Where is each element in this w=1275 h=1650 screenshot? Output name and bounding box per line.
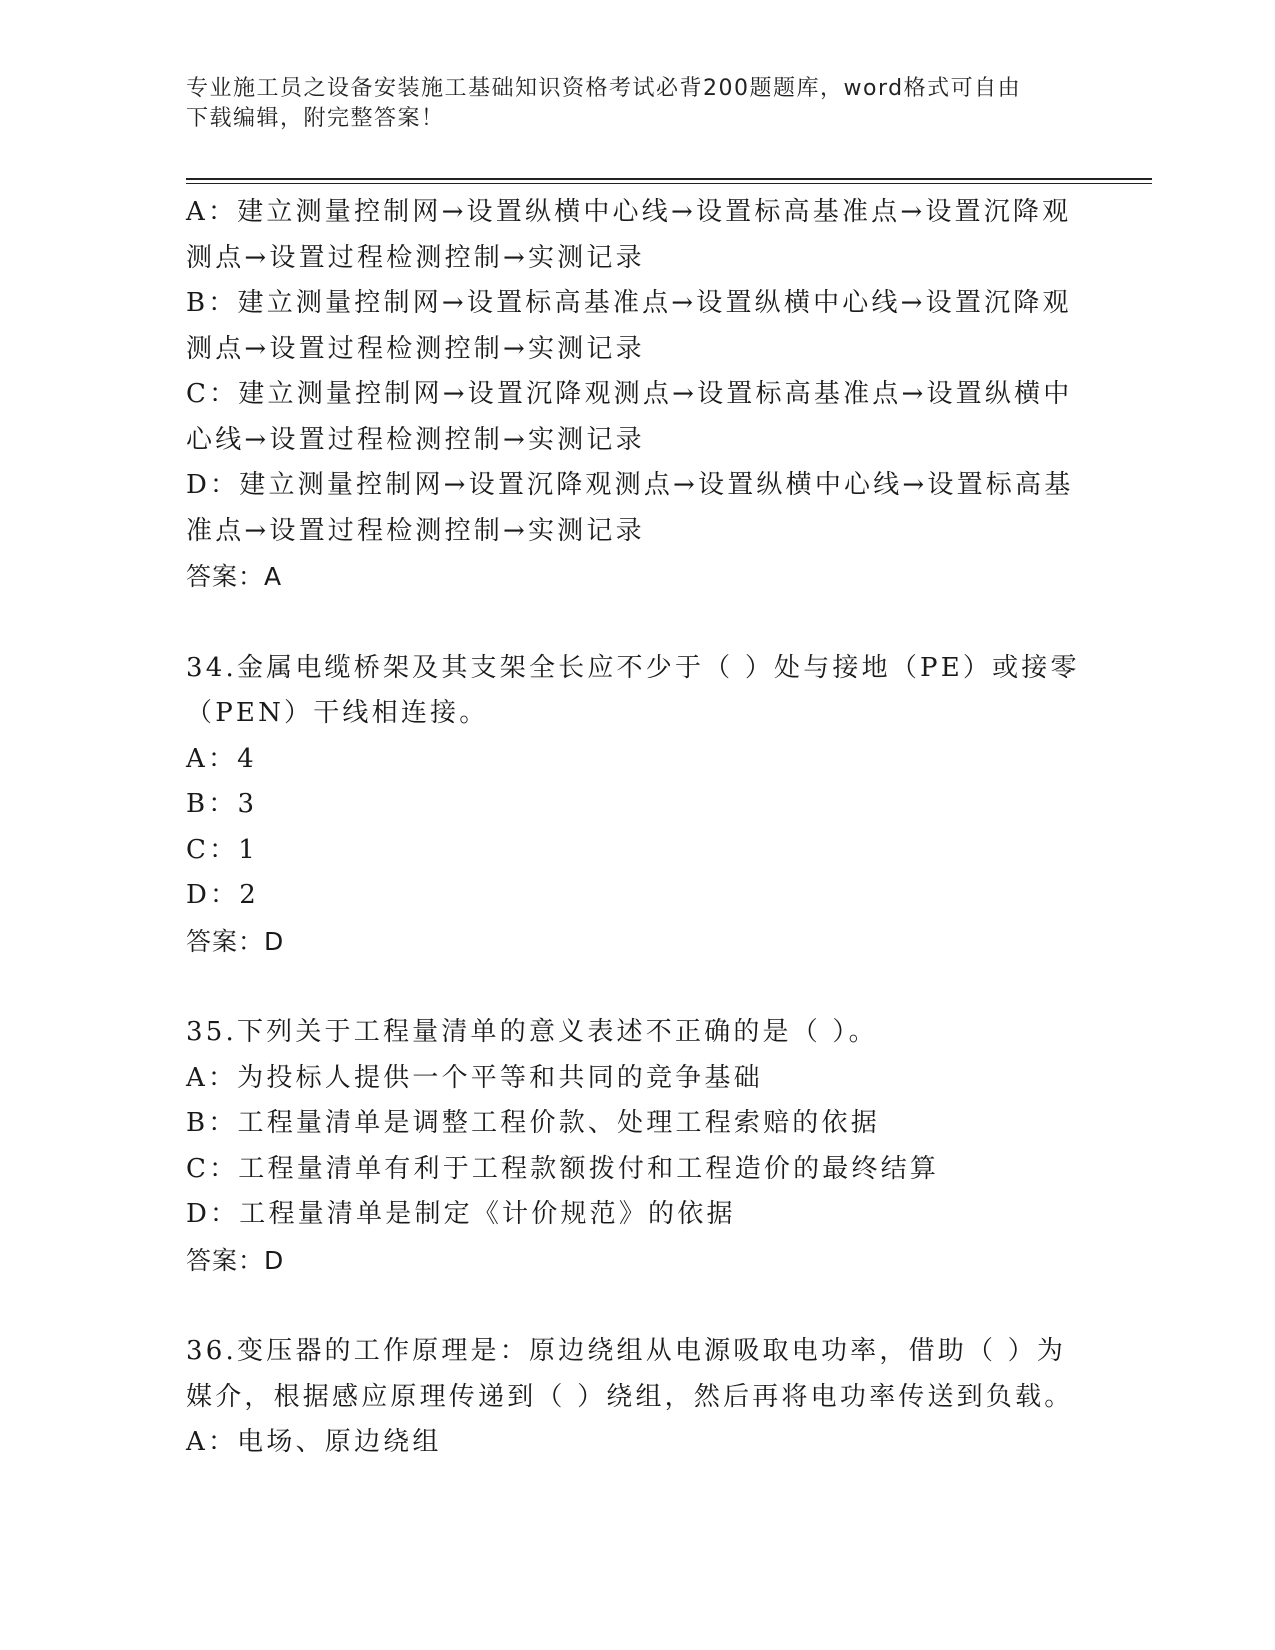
question-34 — [186, 646, 1086, 965]
question-33 — [186, 190, 1086, 600]
q33-option-b-line-1: B：建立测量控制网→设置标高基准点→设置纵横中心线→设置沉降观 — [186, 288, 1072, 318]
question-36 — [186, 1329, 1086, 1466]
q36-option-a: A：电场、原边绕组 — [186, 1427, 442, 1457]
question-list — [186, 190, 1086, 1466]
header-divider-thin — [186, 183, 1152, 184]
q34-stem-line-1: 34.金属电缆桥架及其支架全长应不少于（ ）处与接地（PE）或接零 — [186, 652, 1080, 683]
q33-option-d-line-1: D：建立测量控制网→设置沉降观测点→设置纵横中心线→设置标高基 — [186, 470, 1074, 500]
spacer — [186, 964, 1086, 1010]
q36-stem-line-1: 36.变压器的工作原理是：原边绕组从电源吸取电功率，借助（ ）为 — [186, 1336, 1067, 1366]
q34-option-b: B：3 — [186, 789, 258, 819]
header-line-2: 下载编辑，附完整答案！ — [186, 106, 445, 131]
header-line-1: 专业施工员之设备安装施工基础知识资格考试必背200题题库，word格式可自由 — [186, 76, 1022, 101]
q35-answer: 答案：D — [186, 1245, 285, 1275]
q35-option-d: D：工程量清单是制定《计价规范》的依据 — [186, 1199, 736, 1229]
q36-stem-line-2: 媒介，根据感应原理传递到（ ）绕组，然后再将电功率传送到负载。 — [186, 1381, 1074, 1412]
q33-option-d-line-2: 准点→设置过程检测控制→实测记录 — [186, 515, 645, 546]
q34-option-a: A：4 — [186, 743, 257, 774]
q35-option-b: B：工程量清单是调整工程价款、处理工程索赔的依据 — [186, 1108, 880, 1138]
q34-option-c: C：1 — [186, 834, 259, 865]
q33-option-c-line-2: 心线→设置过程检测控制→实测记录 — [186, 424, 645, 455]
question-35 — [186, 1010, 1086, 1283]
spacer — [186, 1283, 1086, 1329]
q33-option-c-line-1: C：建立测量控制网→设置沉降观测点→设置标高基准点→设置纵横中 — [186, 379, 1073, 409]
spacer — [186, 600, 1086, 646]
q33-option-a-line-2: 测点→设置过程检测控制→实测记录 — [186, 242, 645, 273]
q35-option-a: A：为投标人提供一个平等和共同的竞争基础 — [186, 1062, 763, 1093]
q34-option-d: D：2 — [186, 880, 259, 910]
header-divider-thick — [186, 178, 1152, 180]
q35-stem: 35.下列关于工程量清单的意义表述不正确的是（ ）。 — [186, 1017, 878, 1047]
q33-answer: 答案：A — [186, 562, 283, 591]
q34-answer: 答案：D — [186, 926, 285, 956]
q33-option-a-line-1: A：建立测量控制网→设置纵横中心线→设置标高基准点→设置沉降观 — [186, 197, 1072, 227]
document-header — [186, 74, 1066, 134]
q34-stem-line-2: （PEN）干线相连接。 — [186, 698, 489, 728]
q33-option-b-line-2: 测点→设置过程检测控制→实测记录 — [186, 333, 645, 364]
q35-option-c: C：工程量清单有利于工程款额拨付和工程造价的最终结算 — [186, 1153, 940, 1184]
